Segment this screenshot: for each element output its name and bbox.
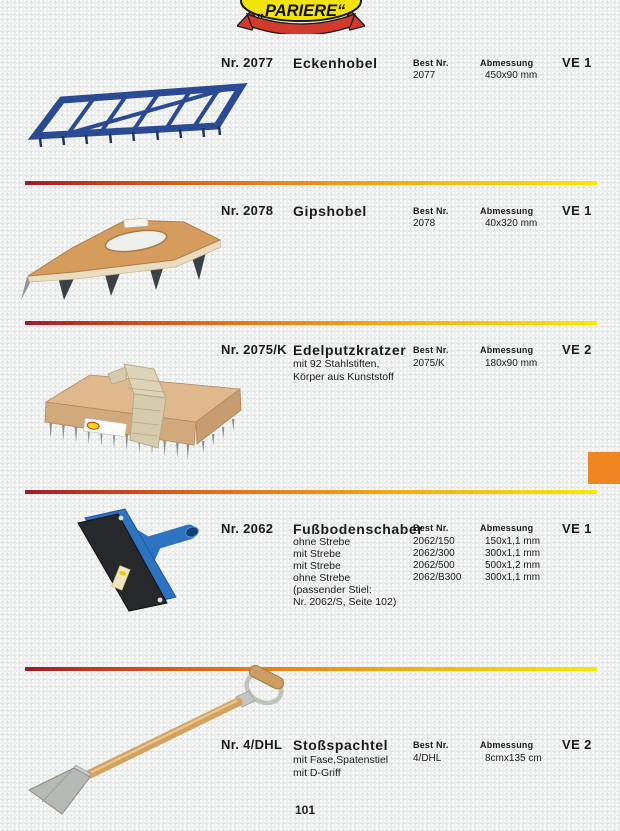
abmessung-value: 8cmx135 cm [485, 753, 542, 764]
abmessung-value: 300x1,1 mm [485, 548, 541, 559]
column-header-best-nr: Best Nr. [413, 206, 449, 216]
product-name: Gipshobel [293, 203, 367, 219]
product-name: Edelputzkratzer [293, 342, 407, 358]
product-description-line: mit Fase,Spatenstiel [293, 754, 389, 766]
packaging-unit: VE 2 [562, 737, 592, 752]
variant-description: mit Strebe [293, 560, 341, 572]
packaging-unit: VE 1 [562, 521, 592, 536]
column-header-abmessung: Abmessung [480, 345, 534, 355]
product-name: Eckenhobel [293, 55, 378, 71]
product-photo-edelputzkratzer [26, 358, 254, 468]
packaging-unit: VE 1 [562, 203, 592, 218]
product-description-line: Körper aus Kunststoff [293, 371, 394, 383]
section-divider [25, 181, 597, 185]
best-nr-value: 4/DHL [413, 753, 442, 764]
variant-description: ohne Strebe [293, 536, 351, 548]
product-description-line: mit D-Griff [293, 767, 341, 779]
product-number: Nr. 4/DHL [221, 737, 283, 752]
best-nr-value: 2062/500 [413, 560, 455, 571]
column-header-abmessung: Abmessung [480, 523, 534, 533]
best-nr-value: 2062/300 [413, 548, 455, 559]
product-photo-fussbodenschaber [55, 505, 220, 630]
product-name: Fußbodenschaber [293, 521, 424, 537]
page-number: 101 [294, 803, 316, 817]
section-divider [25, 490, 597, 494]
best-nr-value: 2078 [413, 218, 436, 229]
abmessung-value: 500x1,2 mm [485, 560, 541, 571]
product-description-line: mit 92 Stahlstiften, [293, 358, 380, 370]
column-header-abmessung: Abmessung [480, 58, 534, 68]
product-note-line: (passender Stiel: [293, 584, 372, 596]
column-header-best-nr: Best Nr. [413, 740, 449, 750]
column-header-best-nr: Best Nr. [413, 345, 449, 355]
variant-description: mit Strebe [293, 548, 341, 560]
best-nr-value: 2062/150 [413, 536, 455, 547]
product-number: Nr. 2077 [221, 55, 274, 70]
variant-description: ohne Strebe [293, 572, 351, 584]
column-header-abmessung: Abmessung [480, 206, 534, 216]
best-nr-value: 2077 [413, 70, 436, 81]
product-photo-gipshobel [14, 210, 229, 310]
product-number: Nr. 2078 [221, 203, 274, 218]
abmessung-value: 180x90 mm [485, 358, 538, 369]
page-edge-tab [588, 452, 620, 484]
abmessung-value: 150x1,1 mm [485, 536, 541, 547]
product-number: Nr. 2075/K [221, 342, 287, 357]
brand-logo-text: „PARIERE“ [256, 2, 346, 20]
packaging-unit: VE 1 [562, 55, 592, 70]
best-nr-value: 2075/K [413, 358, 445, 369]
column-header-abmessung: Abmessung [480, 740, 534, 750]
product-photo-eckenhobel [22, 76, 250, 154]
column-header-best-nr: Best Nr. [413, 523, 449, 533]
packaging-unit: VE 2 [562, 342, 592, 357]
column-header-best-nr: Best Nr. [413, 58, 449, 68]
best-nr-value: 2062/B300 [413, 572, 462, 583]
product-name: Stoßspachtel [293, 737, 389, 753]
product-photo-stossspachtel [12, 664, 307, 824]
abmessung-value: 300x1,1 mm [485, 572, 541, 583]
abmessung-value: 450x90 mm [485, 70, 538, 81]
brand-logo [237, 0, 365, 34]
abmessung-value: 40x320 mm [485, 218, 538, 229]
product-number: Nr. 2062 [221, 521, 274, 536]
product-note-line: Nr. 2062/S, Seite 102) [293, 596, 397, 608]
section-divider [25, 321, 597, 325]
